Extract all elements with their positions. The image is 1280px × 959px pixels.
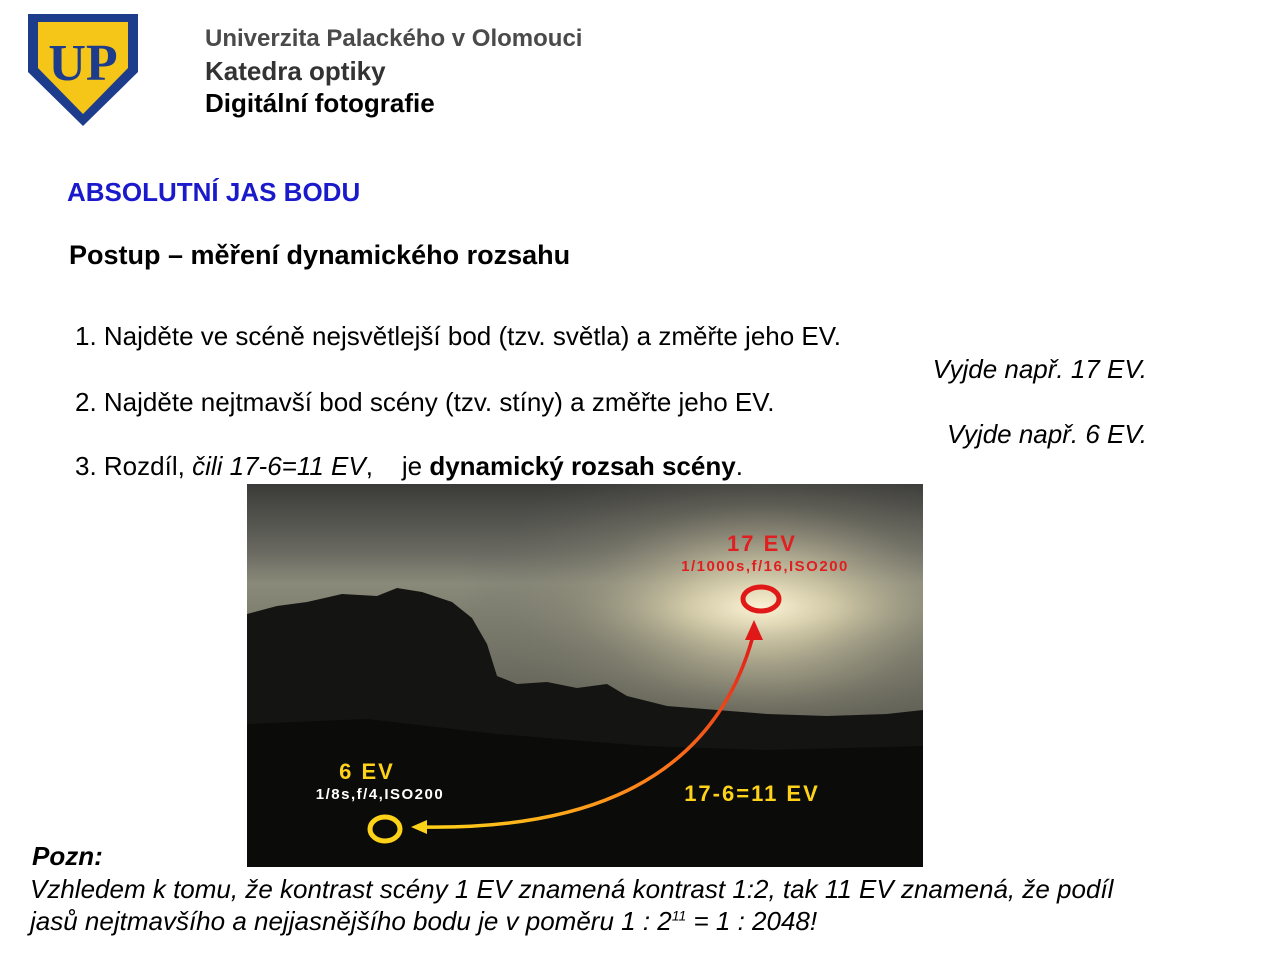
university-name: Univerzita Palackého v Olomouci: [205, 25, 583, 52]
note-line-1: Vzhledem k tomu, že kontrast scény 1 EV znamená kontrast 1:2, tak 11 EV znamená, že podíl: [30, 874, 1114, 904]
step-3-prefix: 3. Rozdíl,: [75, 451, 193, 481]
note-line-2: [30, 905, 1270, 937]
step-3: [75, 451, 743, 482]
dark-ev-label: 6 EV: [339, 759, 395, 784]
step-1: 1. Najděte ve scéně nejsvětlejší bod (tzv. světla) a změřte jeho EV.: [75, 321, 841, 351]
slide-title: ABSOLUTNÍ JAS BODU: [67, 177, 361, 207]
step-2-result: Vyjde např. 6 EV.: [947, 419, 1147, 449]
note-line-2-post: = 1 : 2048!: [686, 906, 818, 936]
bright-settings-label: 1/1000s,f/16,ISO200: [681, 558, 849, 575]
department-name: Katedra optiky: [205, 56, 386, 86]
step-3-bold: dynamický rozsah scény: [429, 451, 736, 481]
note-text: [30, 873, 1270, 937]
step-3-calc: čili 17-6=11 EV: [192, 451, 366, 481]
step-3-suffix: .: [735, 451, 743, 481]
step-2: 2. Najděte nejtmavší bod scény (tzv. stíny) a změřte jeho EV.: [75, 387, 775, 417]
logo-letters: UP: [48, 35, 118, 92]
university-logo: [26, 12, 140, 128]
step-3-mid: , je: [365, 451, 430, 481]
step-1-result: Vyjde např. 17 EV.: [932, 354, 1147, 384]
dark-settings-label: 1/8s,f/4,ISO200: [315, 786, 445, 803]
note-line-2-pre: jasů nejtmavšího a nejjasnějšího bodu je v poměru 1 : 2: [30, 906, 672, 936]
note-exponent: 11: [671, 907, 687, 924]
note-heading: Pozn:: [32, 841, 103, 871]
course-name: Digitální fotografie: [205, 88, 435, 118]
difference-label: 17-6=11 EV: [684, 781, 820, 806]
slide-subtitle: Postup – měření dynamického rozsahu: [69, 240, 571, 270]
bright-ev-label: 17 EV: [727, 531, 797, 556]
scene-photo: [247, 484, 923, 867]
